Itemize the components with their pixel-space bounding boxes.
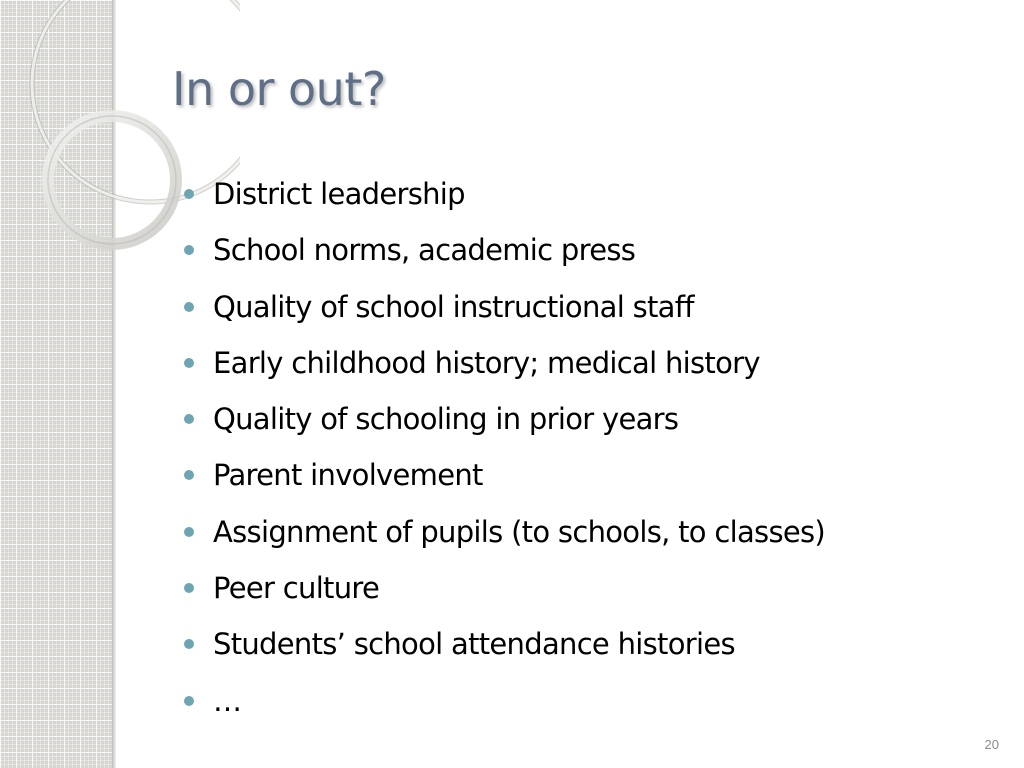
- bullet-list: [180, 166, 825, 729]
- bullet-item: [180, 166, 825, 222]
- bullet-text: Students’ school attendance histories: [213, 627, 735, 662]
- bullet-text: Peer culture: [213, 571, 380, 606]
- slide-title: In or out?: [172, 62, 386, 116]
- bullet-marker-icon: [184, 470, 194, 480]
- bullet-marker-icon: [184, 302, 194, 312]
- bullet-text: Parent involvement: [213, 458, 483, 493]
- bullet-item: [180, 279, 825, 335]
- bullet-item: [180, 673, 825, 729]
- bullet-item: [180, 504, 825, 560]
- bullet-text: …: [213, 683, 242, 718]
- bullet-item: [180, 616, 825, 672]
- bullet-marker-icon: [184, 639, 194, 649]
- bullet-marker-icon: [184, 583, 194, 593]
- bullet-marker-icon: [184, 414, 194, 424]
- bullet-item: [180, 222, 825, 278]
- bullet-text: Quality of school instructional staff: [213, 289, 694, 324]
- bullet-text: Early childhood history; medical history: [213, 345, 760, 380]
- bullet-item: [180, 391, 825, 447]
- bullet-item: [180, 335, 825, 391]
- bullet-text: School norms, academic press: [213, 233, 636, 268]
- bullet-text: Quality of schooling in prior years: [213, 402, 679, 437]
- bullet-marker-icon: [184, 358, 194, 368]
- bullet-item: [180, 560, 825, 616]
- bullet-marker-icon: [184, 696, 194, 706]
- bullet-text: District leadership: [213, 177, 465, 211]
- bullet-marker-icon: [184, 189, 194, 199]
- bullet-text: Assignment of pupils (to schools, to classes): [213, 514, 826, 549]
- bullet-marker-icon: [184, 245, 194, 255]
- bullet-marker-icon: [184, 527, 194, 537]
- page-number: 20: [984, 737, 999, 752]
- bullet-item: [180, 447, 825, 503]
